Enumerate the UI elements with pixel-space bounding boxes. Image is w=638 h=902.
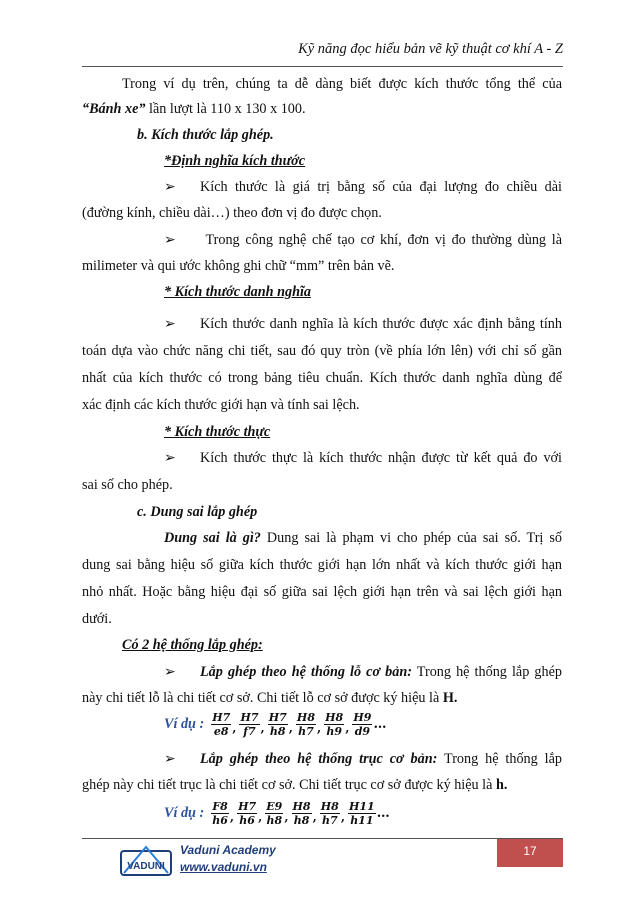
website-link[interactable]: www.vaduni.vn [180,860,267,874]
svg-text:VADUNI: VADUNI [127,861,165,872]
fraction-numerator: H8 [296,711,315,724]
fit-fraction [268,711,288,738]
fit-fraction [352,711,372,738]
paragraph-line: dung sai bằng hiệu số giữa kích thước giới hạn lớn nhất và kích thước giới hạn [82,557,562,573]
paragraph-line: xác định các kích thước giới hạn và tính sai lệch. [82,397,360,413]
paragraph-line: nhất của kích thước có trong bảng tiêu chuẩn. Kích thước danh nghĩa dùng để [82,370,562,386]
fit-fraction [292,800,312,827]
shaft-example: Ví dụ : $\frac{F8}{h6}$ $_,$ $\frac{H7}{h6}$ $_,$ $\frac{E9}{h8}$ $_,$ $\frac{H8}{h8}$ $_,$ $\frac{H8}{h7}$ $_,$ $\frac{H11}{h11}$ … [164,800,390,827]
subheading-nominal: * Kích thước danh nghĩa [164,284,311,300]
arrow-bullet-icon: ➢ [164,317,176,332]
fraction-denominator: e8 [213,725,229,738]
fraction-numerator: H8 [320,800,339,813]
paragraph-line: nhỏ nhất. Hoặc bằng hiệu đại số giữa sai lệch giới hạn trên và sai lệch giới hạn [82,584,562,600]
fraction-numerator: H11 [349,800,375,813]
fraction-numerator: H7 [268,711,287,724]
paragraph-line: “Bánh xe” lần lượt là 110 x 130 x 100. [82,101,306,117]
paragraph-line: này chi tiết lỗ là chi tiết cơ sở. Chi tiết lỗ cơ sở được ký hiệu là H. [82,690,458,706]
fit-fraction [296,711,316,738]
separator: , [345,720,350,735]
fraction-numerator: F8 [212,800,228,813]
fraction-denominator: h6 [212,814,228,827]
header-divider [82,66,563,67]
arrow-bullet-icon: ➢ [164,752,176,767]
fit-fraction [237,800,257,827]
vaduni-logo [120,843,172,883]
section-heading-c: c. Dung sai lắp ghép [137,504,258,520]
fraction-denominator: h7 [321,814,338,827]
separator: , [316,720,322,735]
separator: , [258,809,263,824]
question-label: Dung sai là gì? [164,530,261,546]
fraction-denominator: h8 [269,725,286,738]
footer-info [180,842,276,876]
paragraph-line: toán dựa vào chức năng chi tiết, sau đó quy tròn (về phía lớn lên) với chỉ số gần [82,343,562,359]
fit-fraction [239,711,259,738]
bullet-line: ➢ Lắp ghép theo hệ thống trục cơ bản: Trong hệ thống lắp [164,751,562,767]
separator: , [232,720,237,735]
subheading-definition: *Định nghĩa kích thước [164,153,306,169]
subheading-actual: * Kích thước thực [164,424,271,440]
fraction-numerator: H9 [353,711,372,724]
bullet-line: ➢ Kích thước là giá trị bằng số của đại lượng đo chiều dài [164,179,562,195]
separator: , [340,809,345,824]
fraction-denominator: h11 [350,814,374,827]
org-name: Vaduni Academy [180,843,276,857]
bullet-line: ➢ Trong công nghệ chế tạo cơ khí, đơn vị đo thường dùng là [164,232,562,248]
fit-fraction [265,800,283,827]
fraction-numerator: H7 [240,711,259,724]
arrow-bullet-icon: ➢ [164,451,176,466]
fraction-numerator: H8 [325,711,344,724]
fraction-denominator: d9 [354,725,371,738]
product-name: “Bánh xe” [82,101,146,117]
separator: , [284,809,289,824]
fit-fraction [211,800,229,827]
paragraph-line: dưới. [82,611,112,627]
separator: , [229,809,235,824]
bullet-line: ➢ Kích thước thực là kích thước nhận được từ kết quả đo với [164,450,562,466]
arrow-bullet-icon: ➢ [164,665,176,680]
arrow-bullet-icon: ➢ [164,180,176,195]
paragraph-line: ghép này chi tiết trục là chi tiết cơ sở. Chi tiết trục cơ sở được ký hiệu là h. [82,777,508,793]
bullet-line: ➢ Kích thước danh nghĩa là kích thước được xác định bằng tính [164,316,562,332]
footer-divider [82,838,563,839]
fraction-numerator: H8 [292,800,311,813]
fraction-denominator: h7 [298,725,314,738]
bullet-line: ➢ Lắp ghép theo hệ thống lỗ cơ bản: Trong hệ thống lắp ghép [164,664,562,680]
arrow-bullet-icon: ➢ [164,233,176,248]
paragraph-line: (đường kính, chiều dài…) theo đơn vị đo được chọn. [82,205,382,221]
fraction-numerator: E9 [266,800,283,813]
separator: , [312,809,317,824]
fraction-denominator: h8 [266,814,283,827]
paragraph-line: Trong ví dụ trên, chúng ta dễ dàng biết được kích thước tổng thể của [122,76,562,92]
running-header: Kỹ năng đọc hiểu bản vẽ kỹ thuật cơ khí A - Z [298,41,563,57]
page-number-badge: 17 [497,839,563,867]
fit-fraction [211,711,231,738]
paragraph-line: Dung sai là gì? Dung sai là phạm vi cho phép của sai số. Trị số [164,530,562,546]
paragraph-line: sai số cho phép. [82,477,173,493]
fraction-denominator: h8 [293,814,310,827]
fit-fraction [348,800,376,827]
subheading-systems: Có 2 hệ thống lắp ghép: [122,637,263,653]
fraction-denominator: h9 [326,725,342,738]
fit-fraction [320,800,340,827]
hole-example: Ví dụ : $\frac{H7}{e8}$ $_,$ $\frac{H7}{f7}$ $_,$ $\frac{H7}{h8}$ $_,$ $\frac{H8}{h7}$ $_,$ $\frac{H8}{h9}$ $_,$ $\frac{H9}{d9}$ … [164,711,387,738]
separator: , [288,720,293,735]
fraction-numerator: H7 [238,800,257,813]
fraction-denominator: f7 [243,725,256,738]
fraction-numerator: H7 [212,711,231,724]
fit-fraction [324,711,344,738]
paragraph-line: milimeter và qui ước không ghi chữ “mm” trên bản vẽ. [82,258,395,274]
separator: , [260,720,265,735]
section-heading-b: b. Kích thước lắp ghép. [137,127,274,143]
fraction-denominator: h6 [239,814,255,827]
